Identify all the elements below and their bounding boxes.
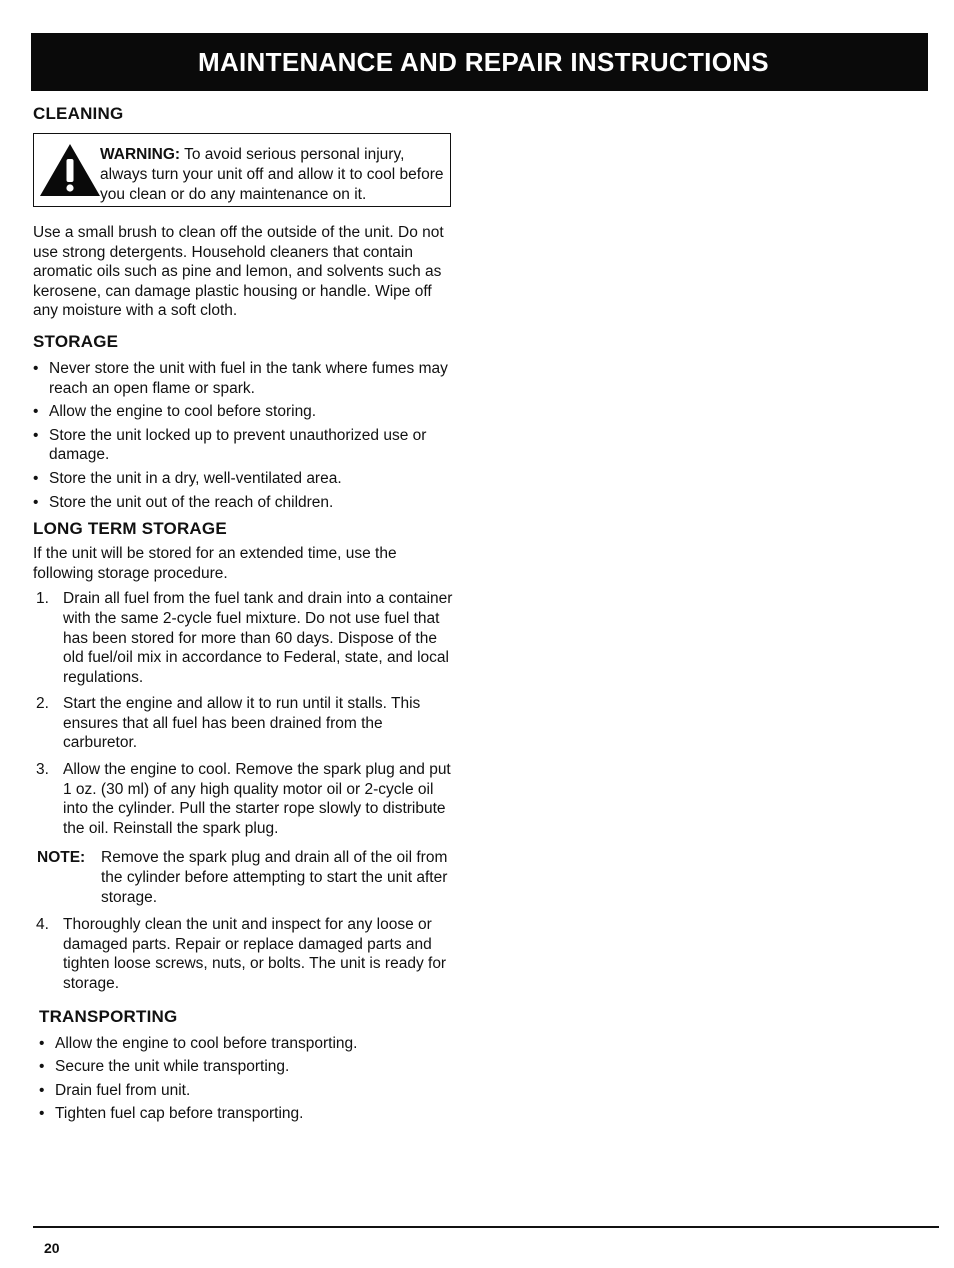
list-item: • Allow the engine to cool before transporting. — [39, 1034, 358, 1052]
long-term-intro: If the unit will be stored for an extended time, use the following storage procedure. — [33, 545, 397, 582]
list-item: • Store the unit locked up to prevent unauthorized use or damage. — [33, 426, 427, 464]
list-item: 3. Allow the engine to cool. Remove the spark plug and put 1 oz. (30 ml) of any high quality motor oil or 2-cycle oil into the cylinder. Pull the starter rope slowly to distribute the oil. Reinstall the spark plug. — [36, 761, 451, 837]
list-item: • Tighten fuel cap before transporting. — [39, 1105, 304, 1123]
bullet-icon: • — [33, 359, 39, 377]
footer-rule — [33, 1226, 939, 1228]
list-item: • Store the unit in a dry, well-ventilated area. — [33, 469, 342, 487]
page-number: 20 — [44, 1240, 60, 1256]
storage-steps-continued — [33, 915, 458, 993]
list-item: • Never store the unit with fuel in the tank where fumes may reach an open flame or spark. — [33, 359, 448, 397]
cleaning-heading: CLEANING — [33, 104, 124, 123]
list-item: • Secure the unit while transporting. — [39, 1058, 290, 1076]
storage-note — [37, 848, 458, 907]
warning-triangle-icon — [38, 142, 102, 198]
warning-message: To avoid serious personal injury, always turn your unit off and allow it to cool before you clean or do any maintenance on it. — [100, 146, 444, 203]
page-title: MAINTENANCE AND REPAIR INSTRUCTIONS — [198, 46, 769, 77]
storage-steps — [33, 589, 458, 838]
step-number: 2. — [36, 695, 49, 713]
transporting-list — [39, 1034, 458, 1124]
bullet-icon: • — [39, 1034, 45, 1052]
bullet-icon: • — [33, 493, 39, 511]
bullet-icon: • — [33, 403, 39, 421]
section-banner — [31, 33, 928, 91]
bullet-icon: • — [33, 469, 39, 487]
list-item: • Drain fuel from unit. — [39, 1081, 191, 1099]
storage-heading: STORAGE — [33, 331, 119, 351]
step-number: 4. — [36, 916, 49, 934]
list-item: • Store the unit out of the reach of children. — [33, 493, 334, 511]
step-number: 3. — [36, 761, 49, 779]
list-item: 2. Start the engine and allow it to run until it stalls. This ensures that all fuel has been drained from the carburetor. — [36, 695, 421, 752]
bullet-icon: • — [39, 1058, 45, 1076]
content-column — [33, 103, 458, 1128]
warning-box — [33, 133, 451, 207]
transporting-heading: TRANSPORTING — [39, 1006, 178, 1026]
bullet-icon: • — [39, 1105, 45, 1123]
note-label: NOTE: — [37, 849, 86, 867]
storage-list — [33, 359, 458, 512]
cleaning-paragraph: Use a small brush to clean off the outside of the unit. Do not use strong detergents. Household cleaners that contain aromatic oils such as pine and lemon, and solvents such as kerosene, can damage plastic housing or handle. Wipe off any moisture with a soft cloth. — [33, 224, 444, 320]
step-number: 1. — [36, 590, 49, 608]
warning-label: WARNING: — [100, 146, 181, 163]
list-item: • Allow the engine to cool before storing. — [33, 403, 317, 421]
bullet-icon: • — [33, 426, 39, 444]
list-item: 1. Drain all fuel from the fuel tank and drain into a container with the same 2-cycle fuel mixture. Do not use fuel that has been stored for more than 60 days. Dispose of the old fuel/oil mix in accordance to Federal, state, and local regulations. — [36, 590, 453, 686]
warning-text — [100, 145, 450, 205]
long-term-storage-heading: LONG TERM STORAGE — [33, 519, 227, 539]
note-text: Remove the spark plug and drain all of the oil from the cylinder before attempting to start the unit after storage. — [101, 849, 448, 906]
list-item: 4. Thoroughly clean the unit and inspect for any loose or damaged parts. Repair or replace damaged parts and tighten loose screws, nuts, or bolts. The unit is ready for storage. — [36, 916, 447, 992]
bullet-icon: • — [39, 1081, 45, 1099]
